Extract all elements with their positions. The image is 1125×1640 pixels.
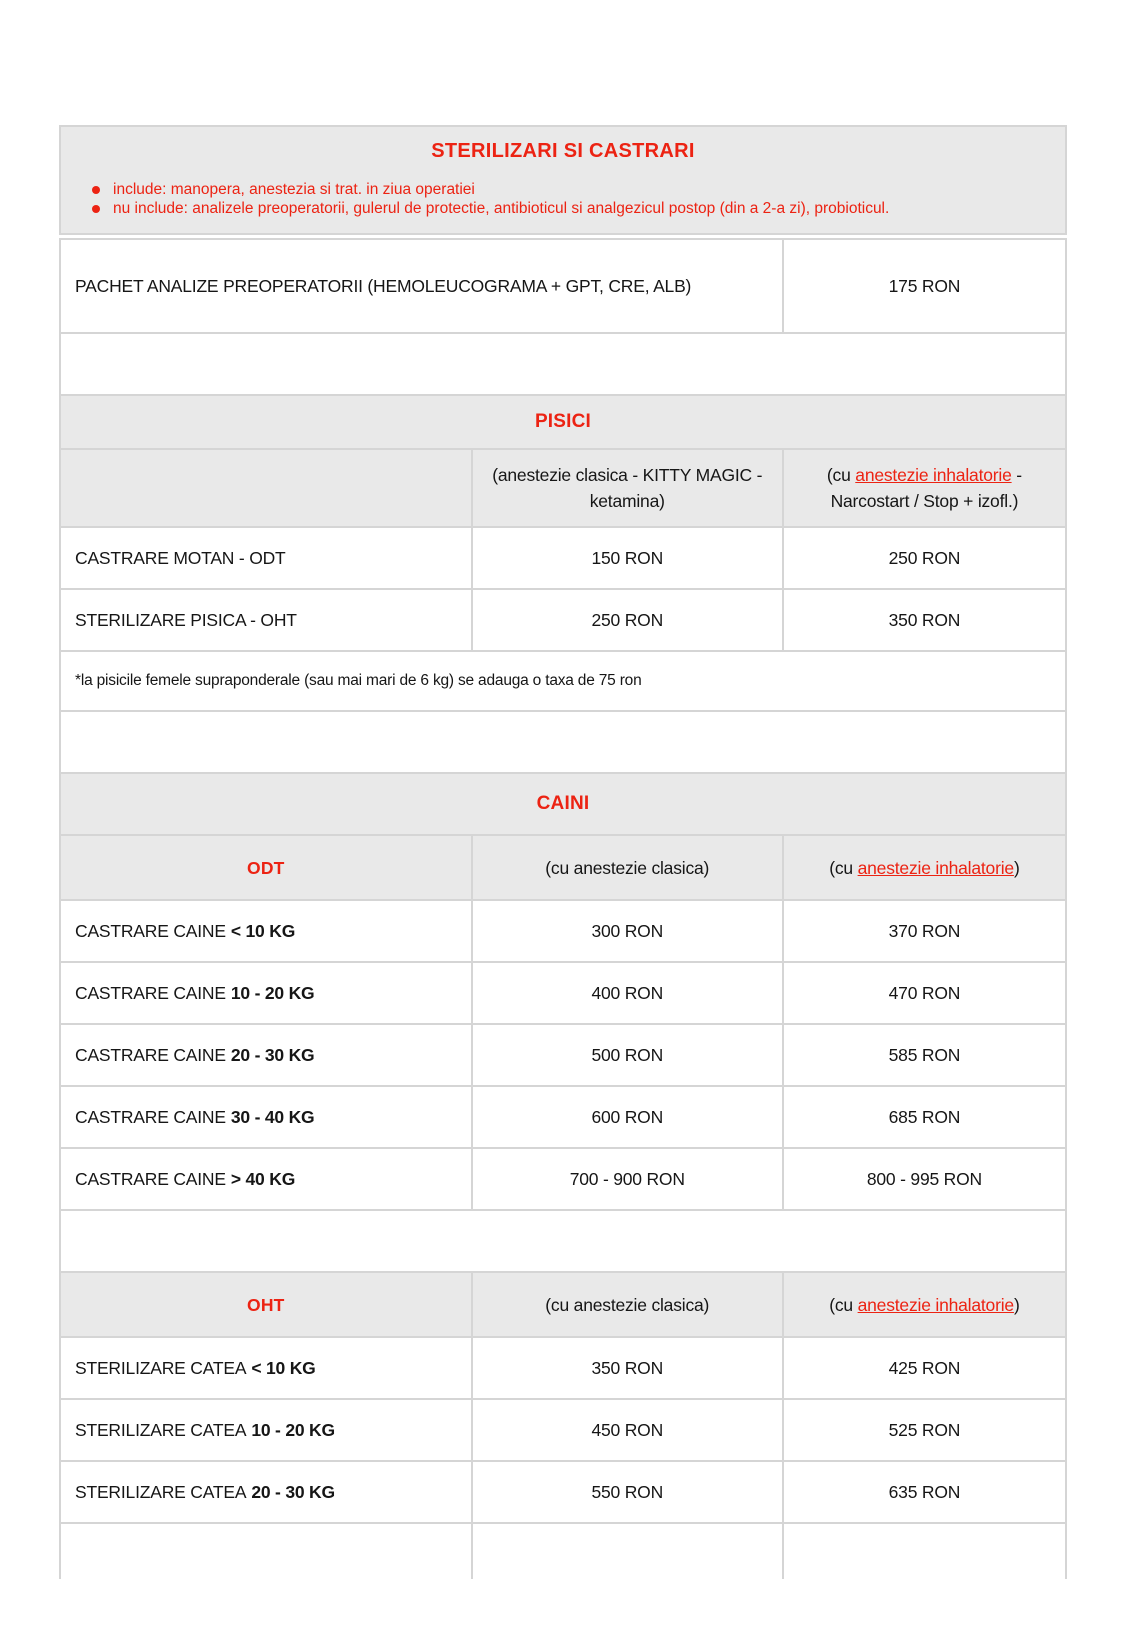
- price-classic: 500 RON: [473, 1025, 784, 1085]
- row-label: CASTRARE CAINE < 10 KG: [61, 901, 473, 961]
- row-label: STERILIZARE PISICA - OHT: [61, 590, 473, 650]
- spacer-row: [61, 1524, 1065, 1579]
- price-classic: 350 RON: [473, 1338, 784, 1398]
- price-list-page: [59, 125, 1067, 1579]
- empty-cell: [61, 1524, 473, 1579]
- row-label: STERILIZARE CATEA 20 - 30 KG: [61, 1462, 473, 1522]
- price-classic: 550 RON: [473, 1462, 784, 1522]
- price-inhalatory: 470 RON: [888, 982, 961, 1003]
- row-label: STERILIZARE CATEA 10 - 20 KG: [61, 1400, 473, 1460]
- row-label: STERILIZARE CATEA < 10 KG: [61, 1338, 473, 1398]
- note-not-include: nu include: analizele preoperatorii, gulerul de protectie, antibioticul si analgezicul postop (din a 2-a zi), probioticul.: [113, 200, 890, 217]
- row-label: CASTRARE MOTAN - ODT: [61, 528, 473, 588]
- price-value: 175 RON: [888, 275, 961, 296]
- col-header-odt: ODT: [61, 836, 473, 899]
- row-label: CASTRARE CAINE 10 - 20 KG: [61, 963, 473, 1023]
- price-inhalatory: 800 - 995 RON: [866, 1168, 982, 1189]
- table-row: [61, 901, 1065, 963]
- footnote-text: *la pisicile femele supraponderale (sau mai mari de 6 kg) se adauga o taxa de 75 ron: [75, 672, 642, 689]
- note-include: include: manopera, anestezia si trat. in ziua operatiei: [113, 181, 475, 198]
- header-text: (cu: [829, 857, 858, 878]
- inhalatory-anesthesia-link[interactable]: anestezie inhalatorie: [855, 465, 1012, 485]
- table-row: [61, 1400, 1065, 1462]
- price-inhalatory: 370 RON: [888, 920, 961, 941]
- empty-cell: [784, 1524, 1065, 1579]
- column-header-row: [61, 1273, 1065, 1338]
- footnote-row: [61, 652, 1065, 712]
- col-header-oht: OHT: [61, 1273, 473, 1336]
- price-inhalatory: 350 RON: [888, 609, 961, 630]
- list-item: [61, 180, 1065, 199]
- notes-list: [61, 180, 1065, 218]
- section-title-row: [61, 774, 1065, 836]
- row-label-weight: < 10 KG: [230, 920, 296, 941]
- table-row: [61, 963, 1065, 1025]
- inhalatory-anesthesia-link[interactable]: anestezie inhalatorie: [857, 1294, 1014, 1315]
- price-inhalatory: 525 RON: [888, 1419, 961, 1440]
- price-inhalatory: 425 RON: [888, 1357, 961, 1378]
- row-label-weight: < 10 KG: [251, 1357, 316, 1378]
- row-label-weight: 10 - 20 KG: [230, 982, 315, 1003]
- empty-cell: [61, 334, 1065, 394]
- section-header-sterilizari: [59, 125, 1067, 235]
- col-header-inhalatory: [784, 1273, 1065, 1336]
- price-classic: 300 RON: [473, 901, 784, 961]
- table-row: [61, 590, 1065, 652]
- empty-cell: [61, 712, 1065, 772]
- row-label: CASTRARE CAINE > 40 KG: [61, 1149, 473, 1209]
- price-classic: 700 - 900 RON: [473, 1149, 784, 1209]
- header-text: (cu: [826, 465, 856, 485]
- row-label: CASTRARE CAINE 30 - 40 KG: [61, 1087, 473, 1147]
- empty-cell: [473, 1524, 784, 1579]
- price-inhalatory: 250 RON: [888, 547, 961, 568]
- table-row: [61, 1338, 1065, 1400]
- col-header-classic: (cu anestezie clasica): [473, 1273, 784, 1336]
- row-label-weight: 20 - 30 KG: [230, 1044, 315, 1065]
- price-classic: 450 RON: [473, 1400, 784, 1460]
- section-title-caini: CAINI: [536, 793, 590, 814]
- row-label-weight: 20 - 30 KG: [251, 1481, 335, 1502]
- bullet-dot-icon: [92, 205, 100, 213]
- column-header-row: [61, 450, 1065, 528]
- table-row: [61, 1462, 1065, 1524]
- col-header-inhalatory: [784, 836, 1065, 899]
- table-row: [61, 1087, 1065, 1149]
- column-header-row: [61, 836, 1065, 901]
- bullet-dot-icon: [92, 186, 100, 194]
- table-row: [61, 528, 1065, 590]
- pricing-tables: [59, 238, 1067, 1579]
- row-label-weight: > 40 KG: [230, 1168, 296, 1189]
- table-row: [61, 1025, 1065, 1087]
- header-text: - Narcostart / Stop + izofl.): [830, 465, 1022, 511]
- section-title-pisici: PISICI: [534, 411, 592, 432]
- col-header-classic: (anestezie clasica - KITTY MAGIC - ketamina): [473, 450, 784, 526]
- col-header-inhalatory: [784, 450, 1065, 526]
- table-row: [61, 240, 1065, 334]
- row-label-weight: 30 - 40 KG: [230, 1106, 315, 1127]
- row-label: CASTRARE CAINE 20 - 30 KG: [61, 1025, 473, 1085]
- row-label: PACHET ANALIZE PREOPERATORII (HEMOLEUCOGRAMA + GPT, CRE, ALB): [61, 240, 784, 332]
- price-classic: 400 RON: [473, 963, 784, 1023]
- price-classic: 250 RON: [473, 590, 784, 650]
- page-title: STERILIZARI SI CASTRARI: [431, 140, 695, 162]
- section-title-row: [61, 396, 1065, 450]
- price-classic: 150 RON: [473, 528, 784, 588]
- price-inhalatory: 635 RON: [888, 1481, 961, 1502]
- empty-header-cell: [61, 450, 473, 526]
- spacer-row: [61, 334, 1065, 396]
- row-label-weight: 10 - 20 KG: [251, 1419, 335, 1440]
- empty-cell: [61, 1211, 1065, 1271]
- price-inhalatory: 585 RON: [888, 1044, 961, 1065]
- spacer-row: [61, 712, 1065, 774]
- header-text: ): [1013, 1294, 1020, 1315]
- spacer-row: [61, 1211, 1065, 1273]
- inhalatory-anesthesia-link[interactable]: anestezie inhalatorie: [857, 857, 1014, 878]
- header-text: (cu: [829, 1294, 858, 1315]
- price-inhalatory: 685 RON: [888, 1106, 961, 1127]
- col-header-classic: (cu anestezie clasica): [473, 836, 784, 899]
- price-classic: 600 RON: [473, 1087, 784, 1147]
- header-text: ): [1013, 857, 1020, 878]
- list-item: [61, 199, 1065, 218]
- table-row: [61, 1149, 1065, 1211]
